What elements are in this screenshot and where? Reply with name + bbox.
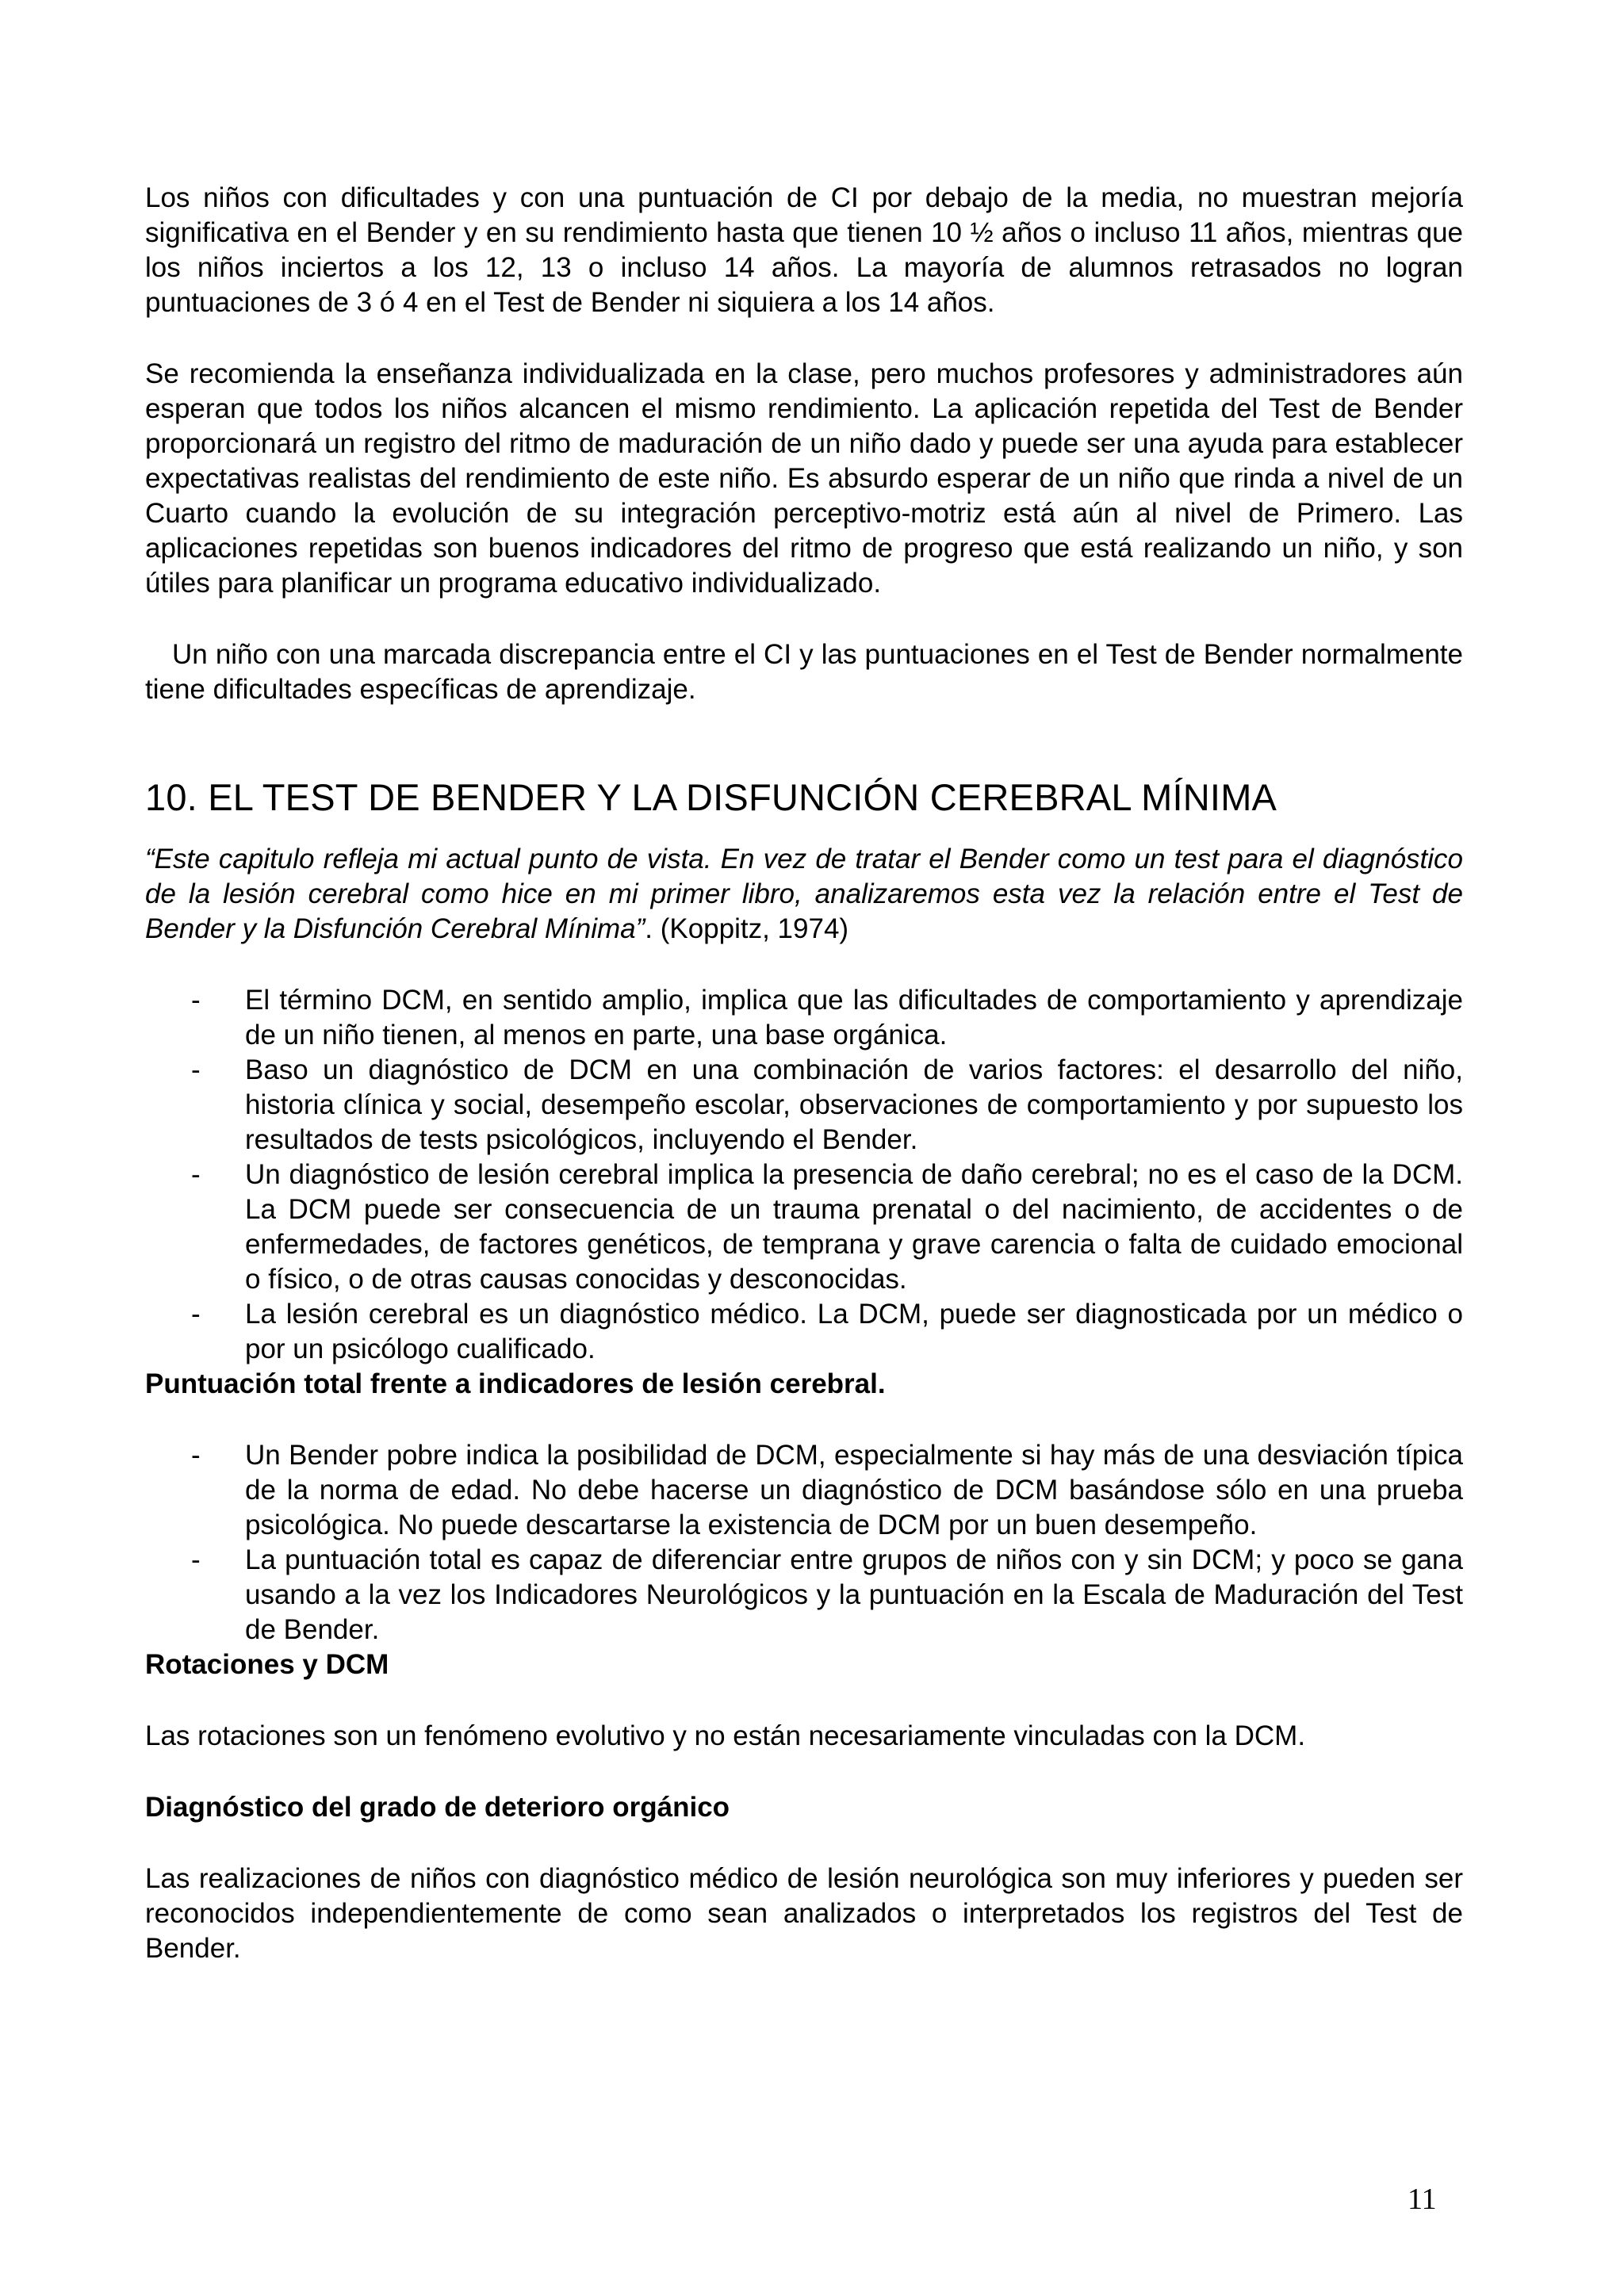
list-dash: -	[191, 1440, 201, 1471]
list-item-text: La lesión cerebral es un diagnóstico médico. La DCM, puede ser diagnosticada por un médico o por un psicólogo cualificado.	[245, 1299, 1463, 1364]
page-number: 11	[1408, 2183, 1437, 2216]
list-dash: -	[191, 1159, 201, 1190]
koppitz-quote-paragraph	[145, 842, 1463, 947]
list-dash: -	[191, 1544, 201, 1575]
list-item-text: El término DCM, en sentido amplio, implica que las dificultades de comportamiento y aprendizaje de un niño tienen, al menos en parte, una base orgánica.	[245, 985, 1463, 1050]
diagnostico-paragraph: Las realizaciones de niños con diagnóstico médico de lesión neurológica son muy inferiores y pueden ser reconocidos independientemente de como sean analizados o interpretados los registros del Test de Bender.	[145, 1863, 1463, 1964]
koppitz-citation: . (Koppitz, 1974)	[645, 913, 849, 944]
list-dash: -	[191, 1054, 201, 1085]
list-item	[145, 1297, 1463, 1367]
puntuacion-list	[145, 1438, 1463, 1647]
document-page	[145, 181, 1463, 1966]
list-dash: -	[191, 985, 201, 1016]
list-item	[145, 1053, 1463, 1158]
intro-paragraph-3: Un niño con una marcada discrepancia entre el CI y las puntuaciones en el Test de Bender normalmente tiene dificultades específicas de aprendizaje.	[145, 639, 1463, 705]
list-item-text: La puntuación total es capaz de diferenciar entre grupos de niños con y sin DCM; y poco se gana usando a la vez los Indicadores Neurológicos y la puntuación en la Escala de Maduración del Test de Bender.	[245, 1544, 1463, 1645]
subheading-diagnostico: Diagnóstico del grado de deterioro orgánico	[145, 1792, 730, 1823]
subheading-puntuacion: Puntuación total frente a indicadores de lesión cerebral.	[145, 1368, 886, 1399]
rotaciones-paragraph: Las rotaciones son un fenómeno evolutivo y no están necesariamente vinculadas con la DCM.	[145, 1720, 1306, 1751]
list-item-text: Baso un diagnóstico de DCM en una combinación de varios factores: el desarrollo del niño, historia clínica y social, desempeño escolar, observaciones de comportamiento y por supuesto los resultados de tests psicológicos, incluyendo el Bender.	[245, 1054, 1463, 1155]
koppitz-quote: “Este capitulo refleja mi actual punto de vista. En vez de tratar el Bender como un test para el diagnóstico de la lesión cerebral como hice en mi primer libro, analizaremos esta vez la relación entre el Test de Bender y la Disfunción Cerebral Mínima”	[145, 844, 1463, 944]
list-item	[145, 983, 1463, 1053]
list-item-text: Un Bender pobre indica la posibilidad de DCM, especialmente si hay más de una desviación típica de la norma de edad. No debe hacerse un diagnóstico de DCM basándose sólo en una prueba psicológica. No puede descartarse la existencia de DCM por un buen desempeño.	[245, 1440, 1463, 1540]
list-item	[145, 1438, 1463, 1543]
intro-paragraph-2: Se recomienda la enseñanza individualizada en la clase, pero muchos profesores y administradores aún esperan que todos los niños alcancen el mismo rendimiento. La aplicación repetida del Test de Bender proporcionará un registro del ritmo de maduración de un niño dado y puede ser una ayuda para establecer expectativas realistas del rendimiento de este niño. Es absurdo esperar de un niño que rinda a nivel de un Cuarto cuando la evolución de su integración perceptivo-motriz está aún al nivel de Primero. Las aplicaciones repetidas son buenos indicadores del ritmo de progreso que está realizando un niño, y son útiles para planificar un programa educativo individualizado.	[145, 358, 1463, 599]
list-item-text: Un diagnóstico de lesión cerebral implica la presencia de daño cerebral; no es el caso de la DCM. La DCM puede ser consecuencia de un trauma prenatal o del nacimiento, de accidentes o de enfermedades, de factores genéticos, de temprana y grave carencia o falta de cuidado emocional o físico, o de otras causas conocidas y desconocidas.	[245, 1159, 1463, 1295]
list-item	[145, 1158, 1463, 1297]
section-heading: 10. EL TEST DE BENDER Y LA DISFUNCIÓN CEREBRAL MÍNIMA	[145, 776, 1277, 818]
subheading-rotaciones: Rotaciones y DCM	[145, 1649, 389, 1680]
list-dash: -	[191, 1299, 201, 1330]
dcm-definition-list	[145, 983, 1463, 1367]
list-item	[145, 1543, 1463, 1647]
intro-paragraph-1: Los niños con dificultades y con una puntuación de CI por debajo de la media, no muestran mejoría significativa en el Bender y en su rendimiento hasta que tienen 10 ½ años o incluso 11 años, mientras que los niños inciertos a los 12, 13 o incluso 14 años. La mayoría de alumnos retrasados no logran puntuaciones de 3 ó 4 en el Test de Bender ni siquiera a los 14 años.	[145, 182, 1463, 318]
